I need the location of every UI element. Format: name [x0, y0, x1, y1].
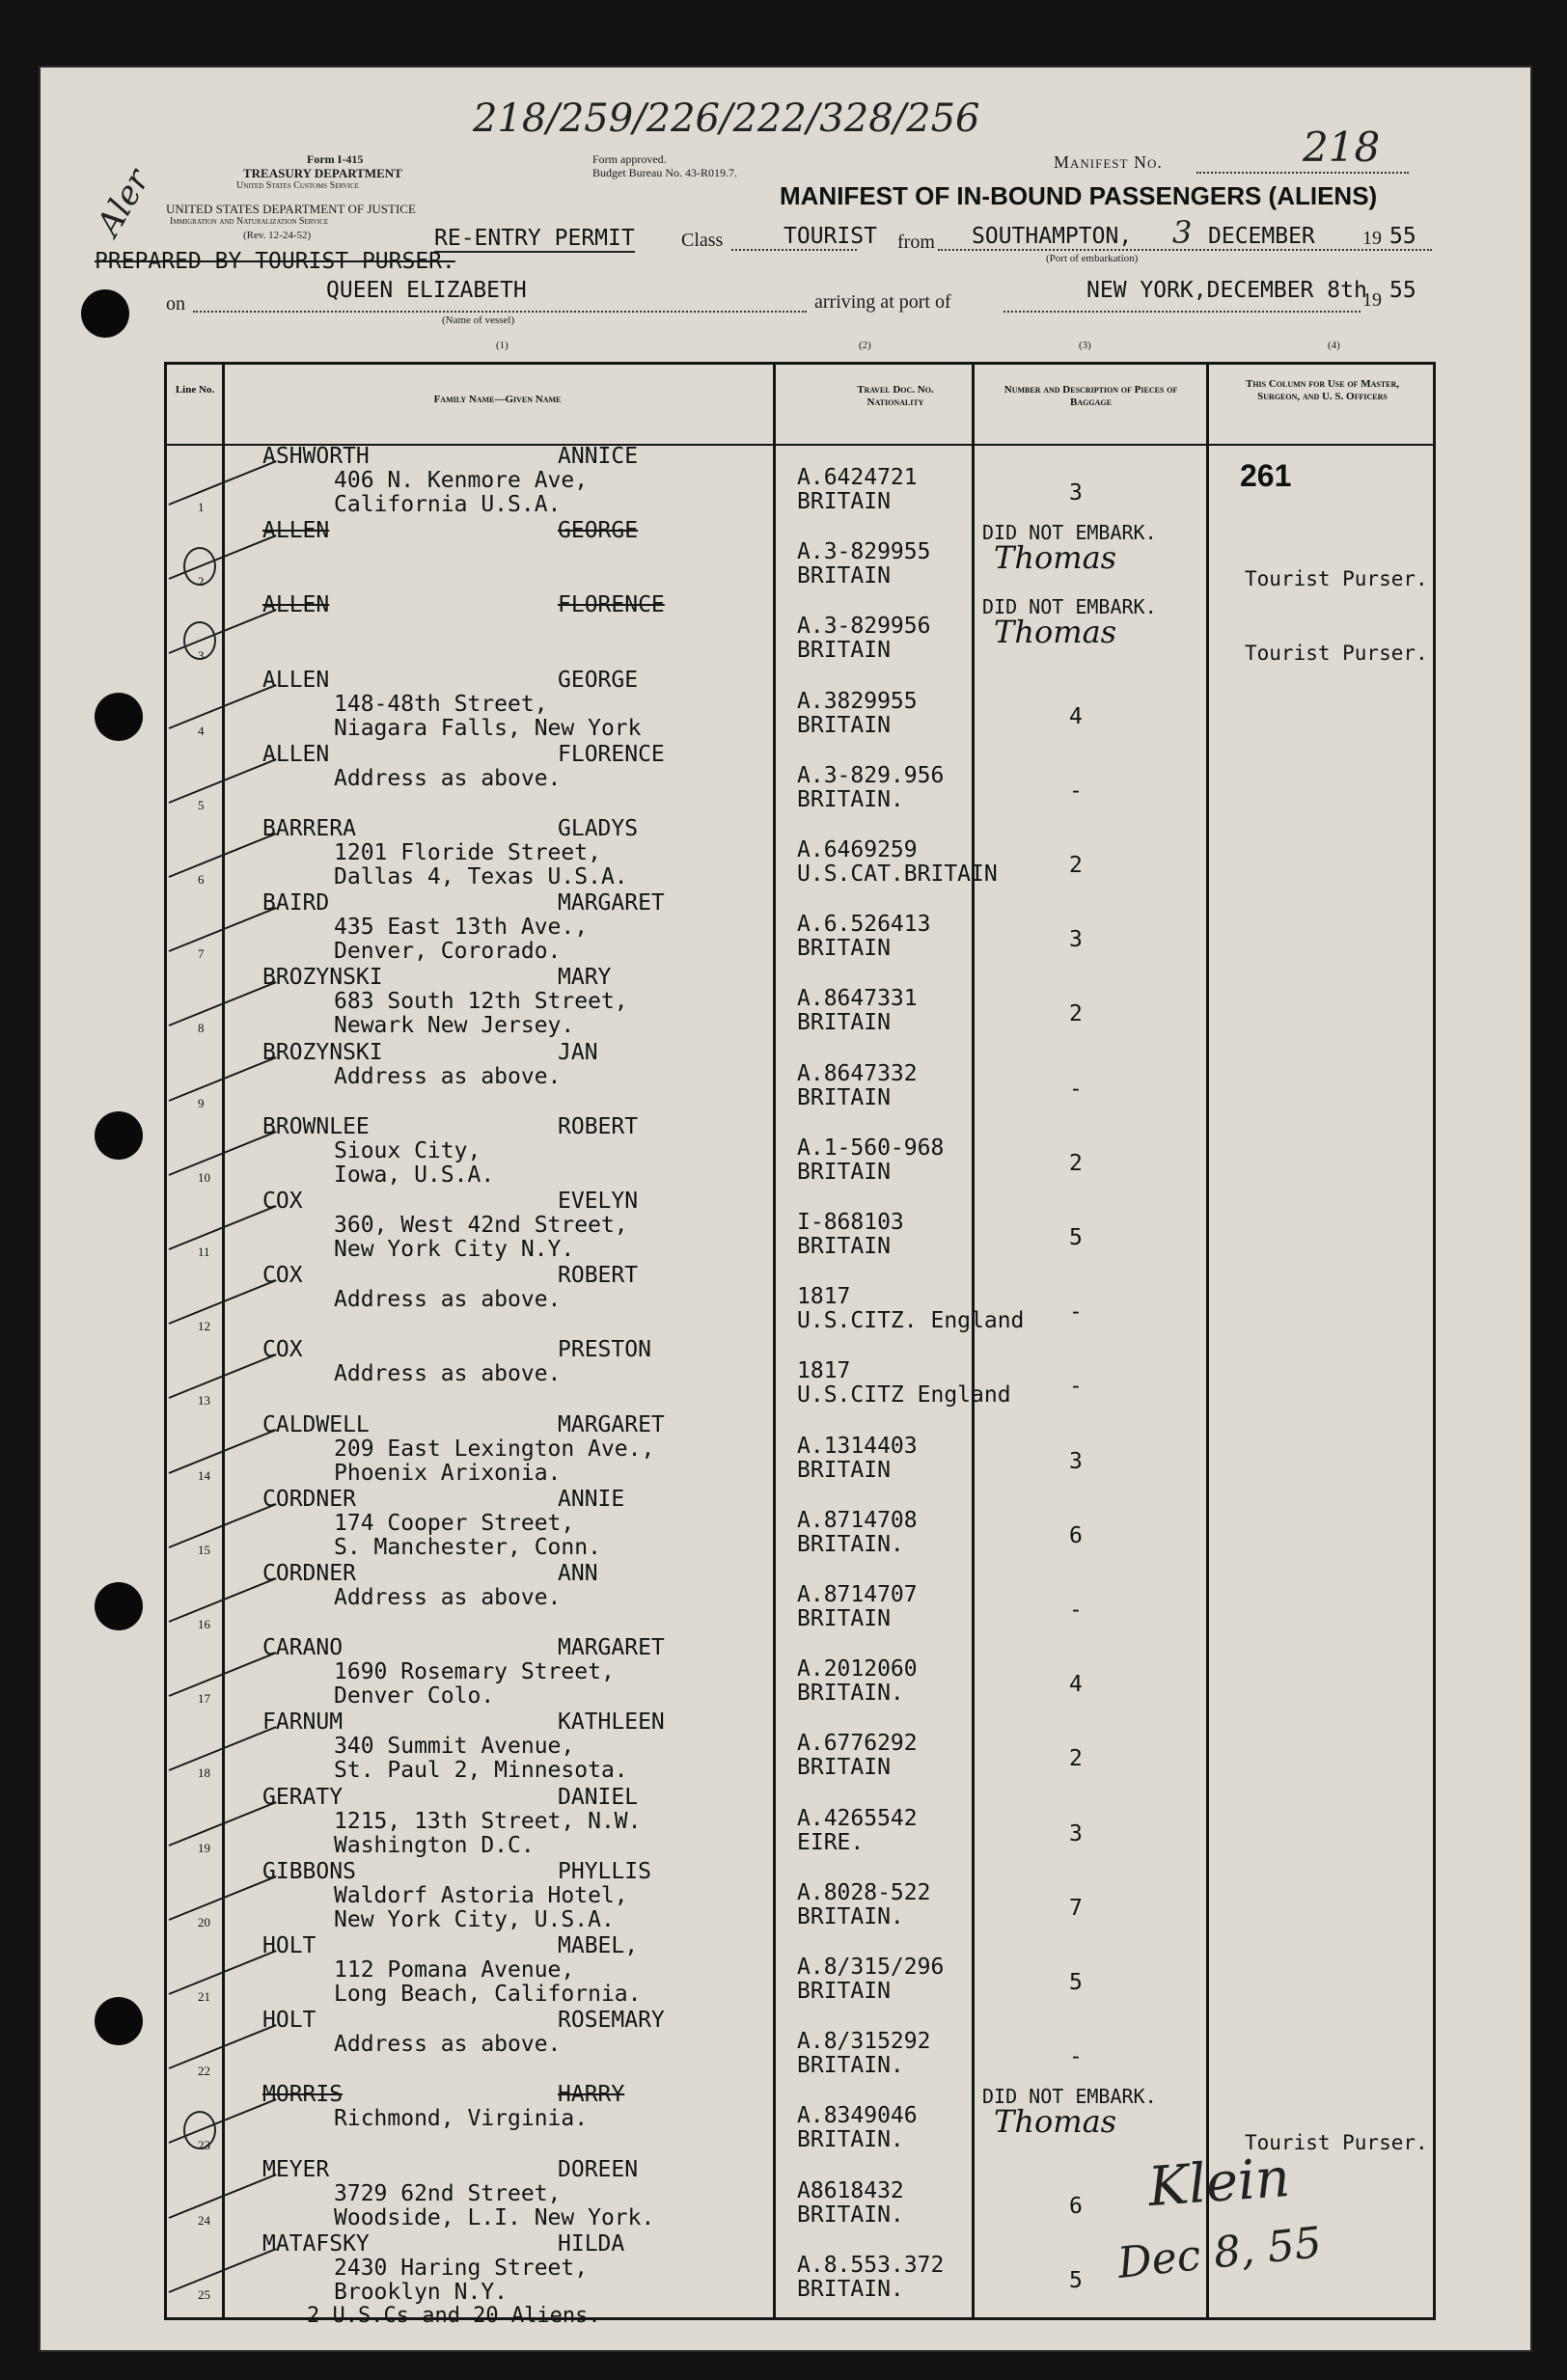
reentry-permit: RE-ENTRY PERMIT: [434, 226, 635, 251]
family-name: ALLEN: [262, 667, 330, 693]
travel-doc-no: A.4265542: [797, 1805, 918, 1831]
travel-doc-no: A.8349046: [797, 2103, 918, 2129]
line-number: 15: [198, 1542, 210, 1557]
family-name: CORDNER: [262, 1561, 356, 1586]
travel-doc-no: A.3-829956: [797, 614, 931, 640]
travel-doc-no: A.6469259: [797, 837, 918, 862]
thomas-signature: Thomas: [994, 2103, 1117, 2141]
given-name: GEORGE: [558, 667, 639, 693]
col-header-officers: This Column for Use of Master, Surgeon, and U. S. Officers: [1245, 378, 1399, 402]
nationality: BRITAIN.: [797, 2202, 904, 2228]
col-num-3: (3): [1079, 340, 1091, 351]
line-number: 19: [198, 1840, 210, 1855]
address-line-1: 1201 Floride Street,: [334, 840, 601, 865]
circled-line-number: [183, 547, 216, 586]
nationality: U.S.CITZ. England: [797, 1308, 1025, 1334]
family-name: CARANO: [262, 1635, 344, 1661]
given-name: MARY: [558, 965, 612, 991]
baggage-count: -: [1069, 1374, 1083, 1400]
nationality: BRITAIN: [797, 1234, 891, 1259]
travel-doc-no: A.8714707: [797, 1582, 918, 1607]
prepared-by: PREPARED BY TOURIST PURSER.: [95, 249, 455, 274]
address-line-2: Long Beach, California.: [334, 1982, 642, 2007]
address-line-1: 3729 62nd Street,: [334, 2180, 562, 2206]
nationality: BRITAIN: [797, 563, 891, 589]
given-name: HARRY: [558, 2082, 625, 2108]
baggage-note: DID NOT EMBARK.: [982, 595, 1157, 619]
given-name: ANNICE: [558, 444, 639, 469]
line-number: 23: [198, 2138, 210, 2153]
baggage-count: -: [1069, 1598, 1083, 1623]
given-name: KATHLEEN: [558, 1710, 665, 1736]
nationality: BRITAIN: [797, 1084, 891, 1110]
address-line-2: St. Paul 2, Minnesota.: [334, 1758, 628, 1784]
line-number: 10: [198, 1169, 210, 1185]
nationality: BRITAIN.: [797, 2276, 904, 2302]
line-number: 17: [198, 1691, 210, 1707]
address-line-2: Iowa, U.S.A.: [334, 1162, 495, 1188]
nationality: BRITAIN: [797, 936, 891, 962]
family-name: MATAFSKY: [262, 2230, 370, 2257]
col-divider: [972, 365, 975, 2317]
date-day: 3: [1172, 214, 1193, 251]
line-number: 3: [198, 648, 205, 664]
family-name: ALLEN: [262, 592, 330, 618]
given-name: EVELYN: [558, 1189, 639, 1214]
family-name: ALLEN: [262, 518, 330, 544]
purser-note: Tourist Purser.: [1245, 2131, 1428, 2155]
revision-date: (Rev. 12-24-52): [243, 230, 312, 241]
address-line-1: 360, West 42nd Street,: [334, 1213, 628, 1238]
nationality: EIRE.: [797, 1829, 865, 1855]
address-line-2: California U.S.A.: [334, 492, 562, 517]
given-name: GEORGE: [558, 518, 639, 544]
address-line-2: Dallas 4, Texas U.S.A.: [334, 864, 628, 889]
line-number: 12: [198, 1319, 210, 1334]
travel-doc-no: A.3829955: [797, 688, 918, 714]
on-label: on: [166, 293, 185, 315]
line-number: 14: [198, 1467, 210, 1483]
given-name: ANN: [558, 1561, 598, 1586]
family-name: MEYER: [262, 2156, 330, 2182]
given-name: FLORENCE: [558, 592, 665, 618]
col-header-name: Family Name—Given Name: [433, 394, 562, 405]
dept-of-justice: UNITED STATES DEPARTMENT OF JUSTICE: [166, 202, 416, 216]
baggage-note: DID NOT EMBARK.: [982, 521, 1157, 545]
given-name: ROBERT: [558, 1263, 639, 1289]
travel-doc-no: A.6.526413: [797, 912, 931, 938]
address-line-1: Waldorf Astoria Hotel,: [334, 1882, 628, 1908]
purser-note: Tourist Purser.: [1245, 567, 1428, 591]
customs-service: United States Customs Service: [236, 180, 359, 191]
given-name: PHYLLIS: [558, 1858, 651, 1884]
address-line-1: 2430 Haring Street,: [334, 2255, 589, 2281]
binder-hole: [95, 1582, 143, 1630]
inspector-signature: Klein: [1145, 2146, 1292, 2220]
arrival-year: 55: [1389, 278, 1416, 303]
officer-mark: 261: [1240, 458, 1292, 493]
travel-doc-no: A.8028-522: [797, 1879, 931, 1905]
binder-hole: [95, 693, 143, 741]
date-month: DECEMBER: [1208, 224, 1315, 249]
address-line-1: Address as above.: [334, 765, 562, 791]
given-name: FLORENCE: [558, 741, 665, 767]
col-num-2: (2): [859, 340, 871, 351]
form-approved: Form approved.: [592, 152, 667, 166]
purser-note: Tourist Purser.: [1245, 642, 1428, 666]
address-line-2: Washington D.C.: [334, 1832, 535, 1858]
family-name: COX: [262, 1189, 303, 1214]
nationality: U.S.CITZ England: [797, 1382, 1011, 1409]
given-name: JAN: [558, 1039, 598, 1065]
col-header-baggage: Number and Description of Pieces of Baggage: [1003, 384, 1178, 408]
arrival-line: [1003, 311, 1361, 313]
vessel-line: [193, 311, 807, 313]
family-name: ASHWORTH: [262, 444, 370, 469]
address-line-2: Woodside, L.I. New York.: [334, 2204, 655, 2230]
travel-doc-no: A.1-560-968: [797, 1135, 945, 1161]
manifest-no-line: [1196, 172, 1409, 174]
thomas-signature: Thomas: [994, 539, 1117, 577]
given-name: MARGARET: [558, 1635, 665, 1661]
col-divider: [773, 365, 776, 2317]
given-name: MARGARET: [558, 1411, 665, 1437]
line-number: 25: [198, 2286, 210, 2302]
nationality: BRITAIN: [797, 1159, 891, 1185]
nationality: BRITAIN.: [797, 1903, 904, 1929]
given-name: ROBERT: [558, 1113, 639, 1139]
given-name: DANIEL: [558, 1784, 639, 1810]
year-prefix: 19: [1362, 228, 1382, 249]
travel-doc-no: 1817: [797, 1358, 851, 1384]
handwritten-annotation: Aler: [89, 162, 158, 243]
line-number: 16: [198, 1617, 210, 1631]
line-number: 2: [198, 574, 205, 589]
class-line: [731, 249, 857, 251]
given-name: MABEL,: [558, 1933, 639, 1958]
nationality: BRITAIN: [797, 638, 891, 664]
address-line-1: Sioux City,: [334, 1137, 481, 1163]
baggage-count: 3: [1069, 1448, 1083, 1474]
footer-count: 2 U.S.Cs and 20 Aliens.: [307, 2304, 601, 2328]
family-name: ALLEN: [262, 741, 330, 767]
baggage-count: 2: [1069, 853, 1083, 878]
address-line-1: 435 East 13th Ave.,: [334, 915, 589, 941]
address-line-1: Richmond, Virginia.: [334, 2106, 589, 2132]
line-number: 18: [198, 1765, 210, 1781]
address-line-1: Address as above.: [334, 2032, 562, 2058]
travel-doc-no: A.6424721: [797, 465, 918, 490]
address-line-2: Phoenix Arixonia.: [334, 1460, 562, 1486]
address-line-1: 148-48th Street,: [334, 691, 548, 717]
baggage-count: 6: [1069, 2193, 1083, 2219]
baggage-count: -: [1069, 1299, 1083, 1326]
travel-doc-no: A.1314403: [797, 1433, 918, 1459]
address-line-1: Address as above.: [334, 1287, 562, 1313]
family-name: CORDNER: [262, 1486, 356, 1512]
manifest-number: 218: [1303, 123, 1381, 171]
family-name: COX: [262, 1263, 303, 1289]
baggage-count: 3: [1069, 480, 1083, 506]
travel-doc-no: I-868103: [797, 1210, 904, 1235]
family-name: BROWNLEE: [262, 1113, 370, 1139]
given-name: DOREEN: [558, 2156, 639, 2182]
document-title: MANIFEST OF IN-BOUND PASSENGERS (ALIENS): [780, 181, 1378, 210]
baggage-count: 5: [1069, 2267, 1083, 2293]
family-name: GERATY: [262, 1784, 344, 1810]
nationality: BRITAIN.: [797, 1531, 904, 1557]
line-number: 24: [198, 2212, 210, 2228]
address-line-1: 406 N. Kenmore Ave,: [334, 468, 589, 493]
baggage-count: 2: [1069, 1001, 1083, 1027]
family-name: FARNUM: [262, 1710, 344, 1736]
col-num-4: (4): [1328, 340, 1340, 351]
baggage-note: DID NOT EMBARK.: [982, 2085, 1157, 2109]
col-divider: [222, 365, 225, 2317]
baggage-count: -: [1069, 778, 1083, 804]
travel-doc-no: A.8.553.372: [797, 2252, 945, 2278]
baggage-count: 4: [1069, 1672, 1083, 1698]
nationality: BRITAIN: [797, 1010, 891, 1036]
nationality: BRITAIN: [797, 1755, 891, 1781]
family-name: HOLT: [262, 1933, 316, 1958]
address-line-2: Denver Colo.: [334, 1683, 495, 1710]
address-line-1: Address as above.: [334, 1063, 562, 1089]
family-name: BROZYNSKI: [262, 965, 383, 991]
nationality: BRITAIN: [797, 489, 891, 514]
address-line-1: 174 Cooper Street,: [334, 1510, 575, 1536]
year: 55: [1389, 224, 1416, 249]
binder-hole: [95, 1111, 143, 1160]
col-divider: [1206, 365, 1209, 2317]
line-number: 13: [198, 1393, 210, 1409]
arrival-port-date: NEW YORK,DECEMBER 8th: [1086, 278, 1367, 303]
handwritten-manifest-numbers: 218/259/226/222/328/256: [473, 96, 980, 141]
nationality: U.S.CAT.BRITAIN: [797, 862, 998, 887]
col-header-travel-doc: Travel Doc. No. Nationality: [857, 384, 934, 408]
line-number: 6: [198, 872, 205, 887]
family-name: MORRIS: [262, 2082, 344, 2108]
thomas-signature: Thomas: [994, 614, 1117, 651]
travel-doc-no: A.3-829.956: [797, 762, 945, 788]
travel-doc-no: A.2012060: [797, 1656, 918, 1682]
nationality: BRITAIN.: [797, 786, 904, 812]
from-label: from: [897, 232, 935, 253]
col-header-line-no: Line No.: [175, 384, 215, 396]
address-line-2: Newark New Jersey.: [334, 1013, 575, 1039]
baggage-count: 5: [1069, 1970, 1083, 1995]
line-number: 20: [198, 1914, 210, 1929]
baggage-count: 6: [1069, 1522, 1083, 1548]
address-line-1: Address as above.: [334, 1585, 562, 1610]
budget-bureau: Budget Bureau No. 43-R019.7.: [592, 166, 737, 179]
treasury-department: TREASURY DEPARTMENT: [243, 166, 402, 180]
class-value: TOURIST: [784, 224, 877, 249]
family-name: COX: [262, 1337, 303, 1363]
given-name: PRESTON: [558, 1337, 651, 1363]
baggage-count: 4: [1069, 703, 1083, 729]
baggage-count: -: [1069, 2044, 1083, 2070]
baggage-count: 3: [1069, 1820, 1083, 1847]
family-name: BAIRD: [262, 890, 330, 916]
class-label: Class: [681, 230, 724, 251]
port-of-embarkation: SOUTHAMPTON,: [972, 224, 1133, 249]
col-num-1: (1): [496, 340, 509, 351]
line-number: 11: [198, 1245, 210, 1259]
port-caption: (Port of embarkation): [1046, 253, 1139, 264]
nationality: BRITAIN.: [797, 2053, 904, 2079]
given-name: ROSEMARY: [558, 2008, 665, 2034]
line-number: 8: [198, 1021, 205, 1036]
address-line-1: 1690 Rosemary Street,: [334, 1659, 615, 1685]
family-name: CALDWELL: [262, 1411, 370, 1437]
nationality: BRITAIN.: [797, 2127, 904, 2153]
vessel-name: QUEEN ELIZABETH: [326, 278, 527, 303]
address-line-2: S. Manchester, Conn.: [334, 1534, 601, 1560]
travel-doc-no: A.8/315/296: [797, 1955, 945, 1980]
address-line-2: New York City, U.S.A.: [334, 1906, 615, 1932]
travel-doc-no: A.8714708: [797, 1507, 918, 1533]
form-number: Form I-415: [307, 152, 364, 166]
nationality: BRITAIN: [797, 1979, 891, 2004]
address-line-1: 683 South 12th Street,: [334, 989, 628, 1015]
address-line-2: Denver, Cororado.: [334, 939, 562, 965]
vessel-caption: (Name of vessel): [442, 315, 515, 326]
travel-doc-no: 1817: [797, 1284, 851, 1310]
line-number: 9: [198, 1095, 205, 1110]
given-name: ANNIE: [558, 1486, 625, 1512]
line-number: 21: [198, 1989, 210, 2004]
family-name: BARRERA: [262, 816, 356, 841]
manifest-no-label: Manifest No.: [1054, 152, 1163, 172]
line-number: 4: [198, 723, 205, 738]
address-line-2: Niagara Falls, New York: [334, 715, 642, 741]
travel-doc-no: A8618432: [797, 2177, 904, 2203]
travel-doc-no: A.8647332: [797, 1060, 918, 1086]
binder-hole: [81, 289, 129, 338]
address-line-1: 209 East Lexington Ave.,: [334, 1436, 655, 1462]
baggage-count: 2: [1069, 1150, 1083, 1176]
nationality: BRITAIN: [797, 1606, 891, 1631]
nationality: BRITAIN: [797, 712, 891, 738]
address-line-1: 1215, 13th Street, N.W.: [334, 1808, 642, 1834]
admission-stamp-signature: Dec 8, 55: [1114, 2218, 1324, 2288]
family-name: HOLT: [262, 2008, 316, 2034]
line-number: 22: [198, 2064, 210, 2079]
given-name: GLADYS: [558, 816, 639, 841]
given-name: HILDA: [558, 2230, 625, 2257]
travel-doc-no: A.3-829955: [797, 539, 931, 565]
travel-doc-no: A.8/315292: [797, 2029, 931, 2055]
address-line-1: 112 Pomana Avenue,: [334, 1957, 575, 1983]
nationality: BRITAIN.: [797, 1681, 904, 1707]
arriving-label: arriving at port of: [814, 291, 951, 313]
arrival-year-prefix: 19: [1362, 289, 1382, 311]
address-line-1: Address as above.: [334, 1361, 562, 1387]
baggage-count: 2: [1069, 1746, 1083, 1772]
line-number: 7: [198, 946, 205, 962]
line-number: 5: [198, 797, 205, 812]
baggage-count: 7: [1069, 1895, 1083, 1921]
nationality: BRITAIN: [797, 1457, 891, 1483]
family-name: GIBBONS: [262, 1858, 356, 1884]
family-name: BROZYNSKI: [262, 1039, 383, 1065]
baggage-count: -: [1069, 1076, 1083, 1102]
baggage-count: 5: [1069, 1225, 1083, 1250]
address-line-2: Brooklyn N.Y.: [334, 2279, 509, 2305]
travel-doc-no: A.8647331: [797, 986, 918, 1012]
baggage-count: 3: [1069, 927, 1083, 953]
address-line-1: 340 Summit Avenue,: [334, 1734, 575, 1760]
binder-hole: [95, 1997, 143, 2045]
ins-service: Immigration and Naturalization Service: [170, 216, 329, 227]
address-line-2: New York City N.Y.: [334, 1237, 575, 1262]
travel-doc-no: A.6776292: [797, 1731, 918, 1757]
given-name: MARGARET: [558, 890, 665, 916]
line-number: 1: [198, 500, 205, 514]
